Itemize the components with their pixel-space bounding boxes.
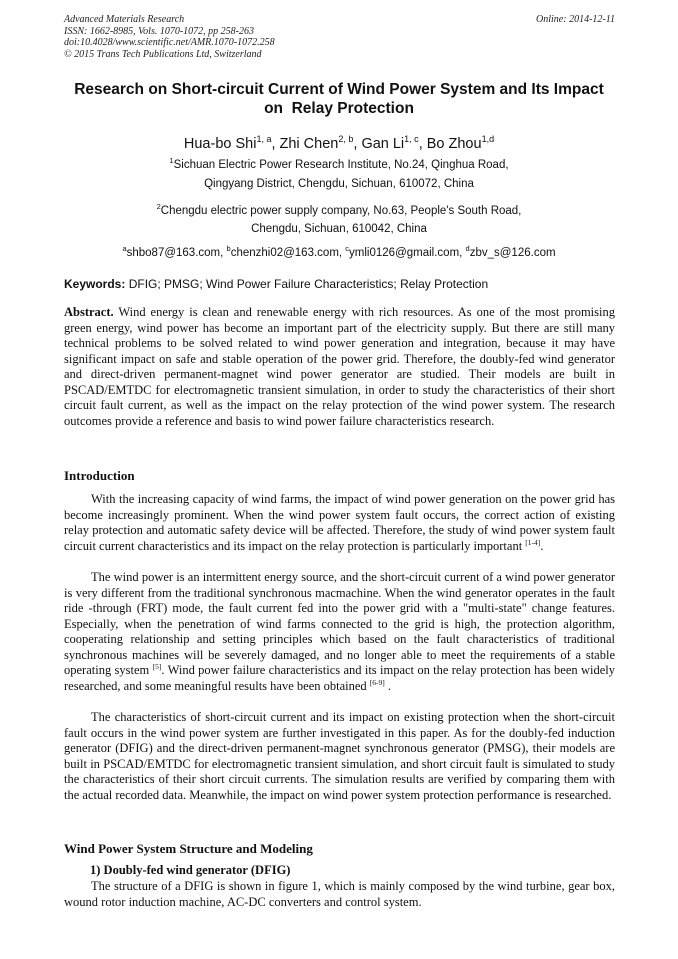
author-list	[40, 130, 638, 153]
citation: [1-4]	[525, 537, 541, 547]
email-list	[40, 242, 638, 260]
intro-paragraph-2: The wind power is an intermittent energy source, and the short-circuit current of a wind power generator is very different from the traditional synchronous macmachine. When the wind generator operates in the fault ride -through (FRT) mode, the fault current fed into the power grid with a "multi-state" change features. Especially, when the penetration of wind farms connected to the grid is high, the protection algorithm, cooperating relationship and setting principles which based on the fault characteristics of traditional synchronous machines will be severely damaged, and no longer able to meet the requirements of a stable operating system [5]. Wind power failure characteristics and its impact on the relay protection has been widely researched, and some meaningful results have been obtained [6-9] .	[64, 570, 616, 693]
abstract-text: Wind energy is clean and renewable energy with rich resources. As one of the most promising green energy, wind power has become an important part of the electricity supply. But there are still many technical problems to be solved related to wind power generation and integration, because it may have significant impact on safe and stable operation of the power grid. Therefore, the doubly-fed wind generator and direct-driven permanent-magnet wind power generator are studied. Their models are built in PSCAD/EMTDC for electromagnetic transient simulation, in order to study the characteristics of their short circuit fault current, as well as the impact on the relay protection of the wind power system. The research outcomes provide a reference and basis to wind power failure characteristics research.	[64, 305, 615, 428]
author: Bo Zhou$^{1,d}$	[426, 134, 495, 152]
intro-paragraph-3: The characteristics of short-circuit current and its impact on existing protection when the short-circuit fault occurs in the wind power system are further investigated in this paper. As for the doubly-fed induction generator (DFIG) and the direct-driven permanent-magnet synchronous generator (PMSG), their models are built in PSCAD/EMTDC for electromagnetic transient simulation, and short circuit fault is simulated to study the characteristics of their short circuit currents. The simulation results are verified by comparing them with the actual recorded data. Meanwhile, the impact on wind power system protection performance is researched.	[64, 710, 615, 802]
keywords	[64, 277, 615, 291]
author: Hua-bo Shi$^{1, a}$,	[183, 134, 280, 152]
journal-name: Advanced Materials Research	[64, 14, 185, 25]
affiliation-2-line-1: $^2$Chengdu electric power supply company, No.63, People's South Road,	[156, 202, 522, 217]
intro-paragraph-1: With the increasing capacity of wind farms, the impact of wind power generation on the power grid has become increasingly prominent. When the wind power system fault occurs, the correct action of existing relay protection and automatic safety device will be affected. Therefore, the study of wind power system fault circuit current characteristics and its impact on the relay protection is particularly important [1-4].	[64, 492, 615, 553]
issn-line: ISSN: 1662-8985, Vols. 1070-1072, pp 258-263	[64, 25, 254, 37]
citation: [5]	[152, 661, 162, 671]
dfig-paragraph: The structure of a DFIG is shown in figure 1, which is mainly composed by the wind turbine, gear box, wound rotor induction machine, AC-DC converters and control system.	[64, 879, 615, 909]
affiliation-1-line-2: Qingyang District, Chengdu, Sichuan, 610072, China	[204, 178, 474, 190]
author: Gan Li$^{1, c}$,	[361, 134, 427, 152]
citation: [6-9]	[369, 677, 385, 687]
journal-header	[64, 14, 615, 60]
affiliation-2-line-2: Chengdu, Sichuan, 610042, China	[251, 223, 427, 235]
email: $^d$zbv_s@126.com	[465, 244, 556, 259]
affiliation-1-line-1: $^1$Sichuan Electric Power Research Institute, No.24, Qinghua Road,	[169, 156, 509, 171]
paper-title	[40, 80, 638, 118]
title-line-1: Research on Short-circuit Current of Wind Power System and Its Impact	[74, 81, 604, 98]
abstract	[64, 305, 615, 429]
online-date: Online: 2014-12-11	[536, 14, 615, 25]
abstract-label: Abstract.	[64, 305, 114, 319]
keywords-text: DFIG; PMSG; Wind Power Failure Characteristics; Relay Protection	[125, 277, 489, 291]
introduction-heading: Introduction	[64, 468, 135, 483]
author: Zhi Chen$^{2, b}$,	[279, 134, 362, 152]
email: $^b$chenzhi02@163.com,	[226, 244, 346, 259]
subsection-heading: 1) Doubly-fed wind generator (DFIG)	[90, 863, 291, 877]
email: $^c$ymli0126@gmail.com,	[345, 244, 466, 259]
copyright-line: © 2015 Trans Tech Publications Ltd, Switzerland	[64, 48, 262, 60]
title-line-2: on Relay Protection	[264, 100, 414, 117]
doi-line: doi:10.4028/www.scientific.net/AMR.1070-1072.258	[64, 37, 275, 48]
email: $^a$shbo87@163.com,	[122, 244, 227, 259]
section-heading: Wind Power System Structure and Modeling	[64, 841, 313, 856]
keywords-label: Keywords:	[64, 277, 126, 291]
